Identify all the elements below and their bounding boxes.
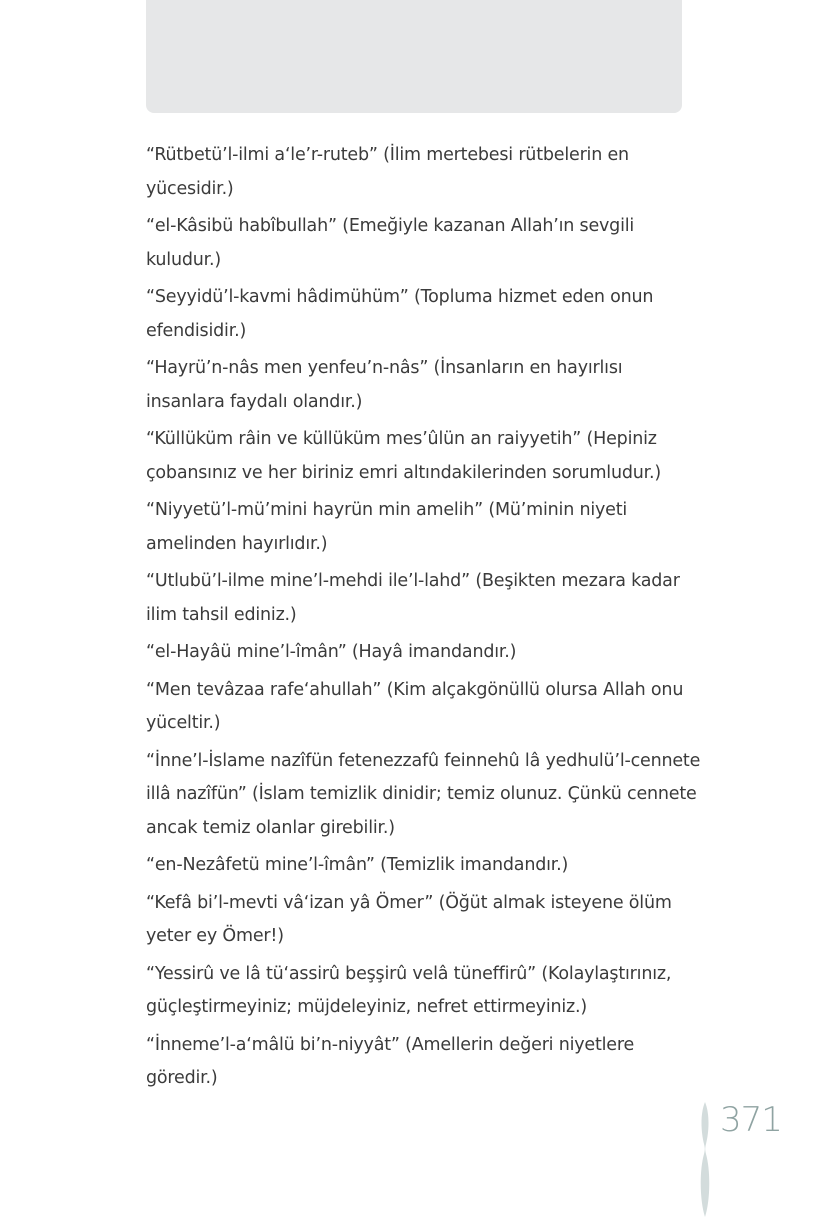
hadith-line: efendisidir.) — [146, 320, 247, 341]
hadith-line: güçleştirmeyiniz; müjdeleyiniz, nefret ettirmeyiniz.) — [146, 997, 588, 1017]
hadith-line: “Küllüküm râin ve küllüküm mes’ûlün an raiyyetih” (Hepiniz — [146, 429, 657, 449]
hadith-line: “en-Nezâfetü mine’l-îmân” (Temizlik imandandır.) — [146, 855, 569, 875]
hadith-line: “Men tevâzaa rafe‘ahullah” (Kim alçakgönüllü olursa Allah onu — [146, 679, 684, 700]
hadith-line: ancak temiz olanlar girebilir.) — [146, 817, 395, 838]
hadith-line: “el-Kâsibü habîbullah” (Emeğiyle kazanan Allah’ın sevgili — [146, 216, 635, 236]
hadith-entry — [146, 352, 706, 419]
hadith-line: “Seyyidü’l-kavmi hâdimühüm” (Topluma hizmet eden onun — [146, 287, 654, 307]
hadith-line: ilim tahsil ediniz.) — [146, 604, 297, 625]
hadith-entry — [146, 745, 706, 846]
hadith-line: yüceltir.) — [146, 713, 221, 733]
hadith-line: yeter ey Ömer!) — [146, 926, 284, 946]
hadith-line: “İnneme’l-a‘mâlü bi’n-niyyât” (Amellerin değeri niyetlere — [146, 1034, 635, 1055]
hadith-list — [146, 139, 706, 1100]
hadith-line: illâ nazîfün” (İslam temizlik dinidir; temiz olunuz. Çünkü cennete — [146, 784, 697, 804]
hadith-line: yücesidir.) — [146, 178, 234, 199]
hadith-entry — [146, 423, 706, 490]
hadith-line: “Hayrü’n-nâs men yenfeu’n-nâs” (İnsanların en hayırlısı — [146, 358, 623, 378]
hadith-entry — [146, 139, 706, 206]
hadith-entry — [146, 849, 706, 883]
hadith-line: amelinden hayırlıdır.) — [146, 533, 328, 554]
top-gray-box — [146, 0, 682, 113]
hadith-entry — [146, 1029, 706, 1096]
hadith-line: “Utlubü’l-ilme mine’l-mehdi ile’l-lahd” (Beşikten mezara kadar — [146, 571, 680, 591]
hadith-line: insanlara faydalı olandır.) — [146, 391, 363, 412]
hadith-entry — [146, 494, 706, 561]
hadith-line: “el-Hayâü mine’l-îmân” (Hayâ imandandır.) — [146, 642, 517, 662]
spindle-ornament-icon — [697, 1102, 713, 1217]
hadith-line: çobansınız ve her biriniz emri altındakilerinden sorumludur.) — [146, 462, 662, 483]
page-number: 371 — [720, 1100, 782, 1140]
hadith-line: “İnne’l-İslame nazîfün fetenezzafû feinnehû lâ yedhulü’l-cennete — [146, 750, 701, 771]
hadith-entry — [146, 281, 706, 348]
hadith-entry — [146, 210, 706, 277]
hadith-entry — [146, 565, 706, 632]
hadith-entry — [146, 958, 706, 1025]
hadith-line: “Niyyetü’l-mü’mini hayrün min amelih” (Mü’minin niyeti — [146, 500, 628, 520]
hadith-line: kuludur.) — [146, 249, 222, 270]
hadith-line: “Rütbetü’l-ilmi a‘le’r-ruteb” (İlim mertebesi rütbelerin en — [146, 145, 629, 165]
hadith-line: “Kefâ bi’l-mevti vâ‘izan yâ Ömer” (Öğüt almak isteyene ölüm — [146, 892, 672, 913]
hadith-entry — [146, 636, 706, 670]
hadith-line: “Yessirû ve lâ tü‘assirû beşşirû velâ tüneffirû” (Kolaylaştırınız, — [146, 963, 672, 984]
hadith-entry — [146, 674, 706, 741]
hadith-line: göredir.) — [146, 1068, 218, 1088]
hadith-entry — [146, 887, 706, 954]
